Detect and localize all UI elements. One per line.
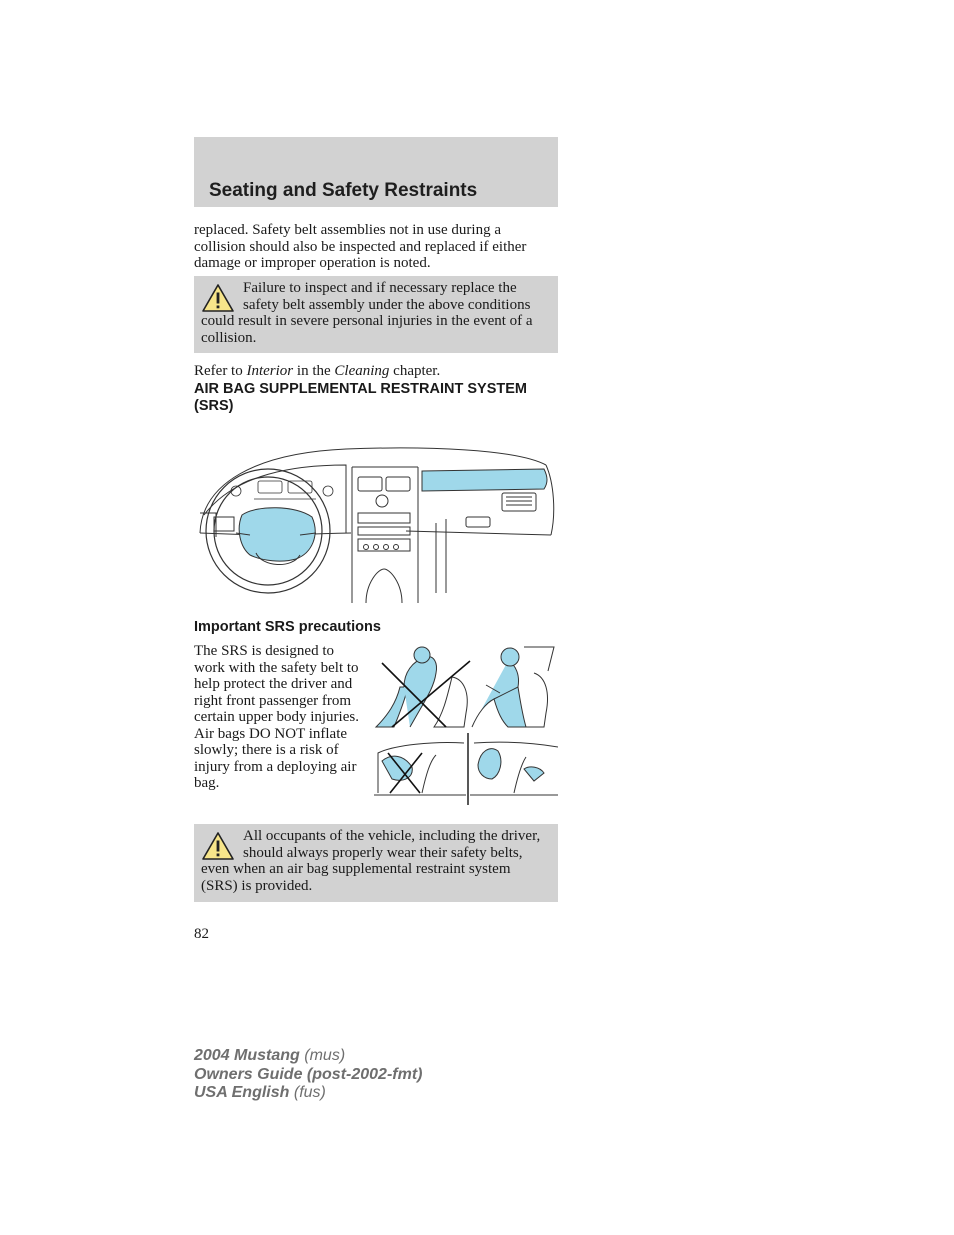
document-footer (194, 1047, 422, 1103)
srs-paragraph: The SRS is designed to work with the safety belt to help protect the driver and right front passenger from certain upper body injuries. Air bags DO NOT inflate slowly; there is a risk of injury from a deploying air bag. (194, 643, 359, 791)
warning-box-1 (194, 276, 558, 353)
section-heading: AIR BAG SUPPLEMENTAL RESTRAINT SYSTEM (SRS) (194, 381, 527, 414)
footer-language: USA English (194, 1084, 290, 1101)
page-number: 82 (194, 926, 209, 942)
warning-triangle-icon (201, 283, 235, 313)
subheading: Important SRS precautions (194, 619, 381, 635)
footer-line-3 (194, 1084, 422, 1103)
section-header (194, 137, 558, 207)
footer-language-code: (fus) (289, 1084, 326, 1101)
footer-line-1 (194, 1047, 422, 1066)
footer-guide: Owners Guide (post-2002-fmt) (194, 1065, 423, 1083)
refer-middle: in the (293, 363, 335, 379)
footer-model: 2004 Mustang (194, 1047, 300, 1064)
intro-paragraph: replaced. Safety belt assemblies not in use during a collision should also be inspected and replaced if either damage or improper operation is noted. (194, 222, 527, 271)
warning-triangle-icon (201, 831, 235, 861)
refer-term-interior: Interior (246, 363, 294, 379)
warning-2-text: All occupants of the vehicle, including the driver, should always properly wear their safety belts, even when an air bag supplemental restraint system (SRS) is provided. (201, 828, 541, 894)
warning-box-2 (194, 824, 558, 902)
footer-model-code: (mus) (299, 1047, 346, 1064)
refer-line (194, 363, 554, 380)
section-title: Seating and Safety Restraints (209, 180, 478, 201)
occupant-position-illustration (374, 643, 558, 805)
warning-1-text: Failure to inspect and if necessary replace the safety belt assembly under the above conditions could result in severe personal injuries in the event of a collision. (201, 280, 533, 346)
dashboard-illustration (196, 443, 558, 603)
refer-prefix: Refer to (194, 363, 247, 379)
refer-term-cleaning: Cleaning (334, 363, 390, 379)
footer-line-2 (194, 1066, 422, 1085)
refer-suffix: chapter. (389, 363, 441, 379)
